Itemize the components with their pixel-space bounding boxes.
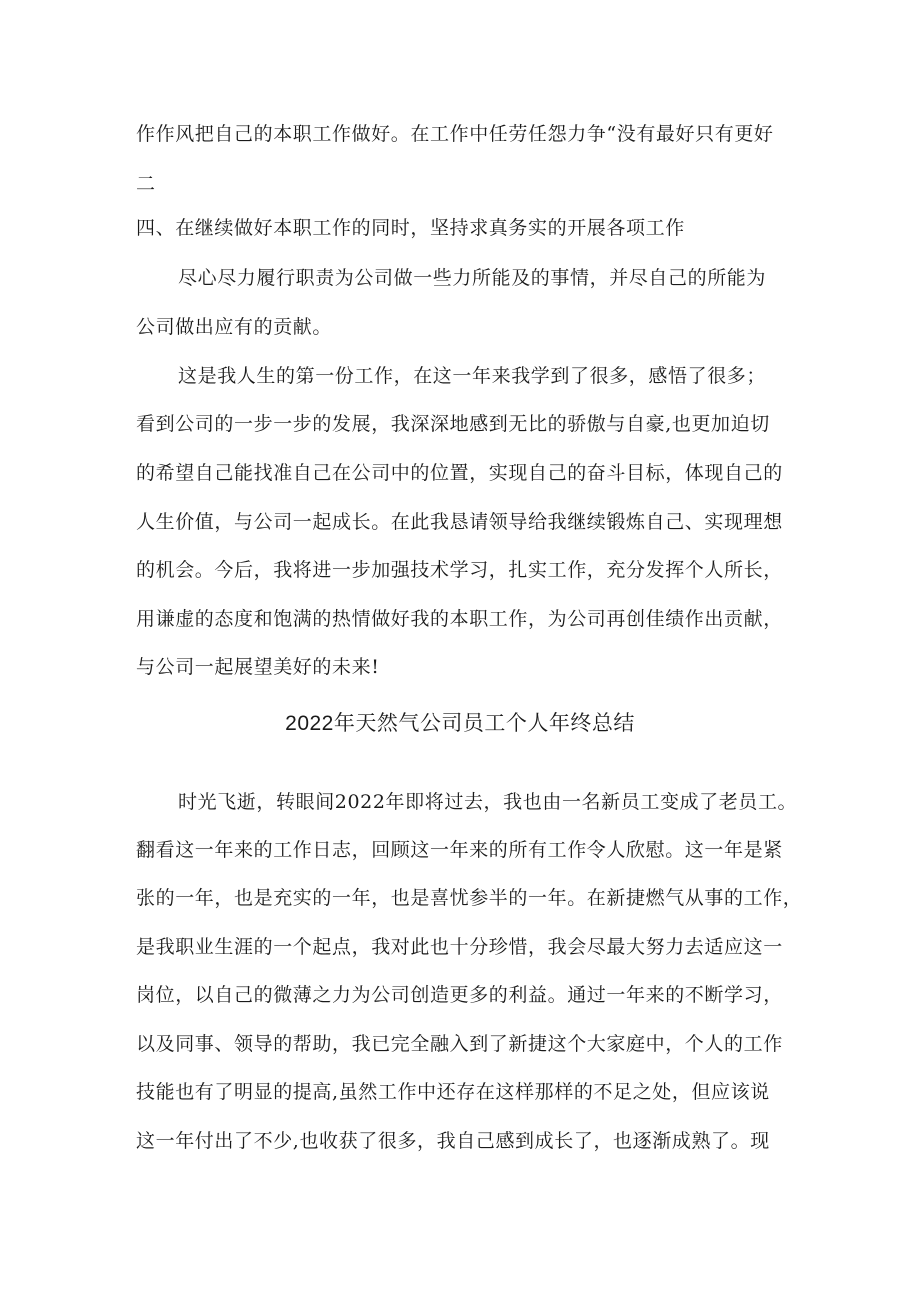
paragraph-line: 以及同事、领导的帮助，我已完全融入到了新捷这个大家庭中，个人的工作 [136,1033,783,1055]
paragraph-line: 人生价值，与公司一起成长。在此我恳请领导给我继续锻炼自己、实现理想 [136,511,783,533]
section-heading: 四、在继续做好本职工作的同时，坚持求真务实的开展各项工作 [136,217,685,239]
paragraph-line: 是我职业生涯的一个起点，我对此也十分珍惜，我会尽最大努力去适应这一 [136,936,783,958]
paragraph-line: 的机会。今后，我将进一步加强技术学习，扎实工作，充分发挥个人所长， [136,559,783,581]
paragraph-line: 这是我人生的第一份工作，在这一年来我学到了很多，感悟了很多； [178,365,767,387]
paragraph-line: 这一年付出了不少,也收获了很多，我自己感到成长了，也逐渐成熟了。现 [136,1130,770,1152]
article-title: 2022年天然气公司员工个人年终总结 [285,712,635,735]
paragraph-line: 与公司一起展望美好的未来! [136,656,380,678]
paragraph-line: 岗位，以自己的微薄之力为公司创造更多的利益。通过一年来的不断学习， [136,984,783,1006]
paragraph-line: 翻看这一年来的工作日志，回顾这一年来的所有工作令人欣慰。这一年是紧 [136,839,783,861]
paragraph-line: 尽心尽力履行职责为公司做一些力所能及的事情，并尽自己的所能为 [178,267,767,289]
paragraph-line: 作作风把自己的本职工作做好。在工作中任劳任怨力争“没有最好只有更好 [136,123,774,145]
paragraph-line: 二 [136,173,156,195]
paragraph-line: 公司做出应有的贡献。 [136,316,333,338]
paragraph-line: 技能也有了明显的提高,虽然工作中还存在这样那样的不足之处，但应该说 [136,1081,770,1103]
paragraph-line: 张的一年，也是充实的一年，也是喜忧参半的一年。在新捷燃气从事的工作， [136,887,803,909]
paragraph-line: 看到公司的一步一步的发展，我深深地感到无比的骄傲与自豪,也更加迫切 [136,413,770,435]
paragraph-line: 时光飞逝，转眼间2022年即将过去，我也由一名新员工变成了老员工。 [178,791,798,813]
paragraph-line: 用谦虚的态度和饱满的热情做好我的本职工作，为公司再创佳绩作出贡献， [136,608,783,630]
paragraph-line: 的希望自己能找准自己在公司中的位置，实现自己的奋斗目标，体现自己的 [136,462,783,484]
